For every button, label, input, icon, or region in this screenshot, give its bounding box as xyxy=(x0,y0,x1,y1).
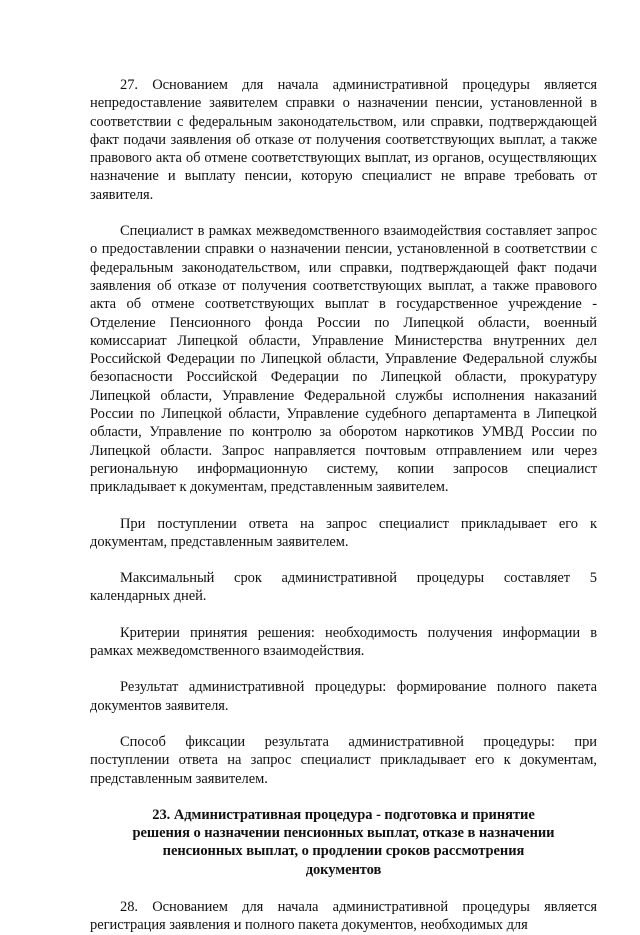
paragraph-fixation-method: Способ фиксации результата административной процедуры: при поступлении ответа на запрос специалист прикладывает его к документам, представленным заявителем. xyxy=(90,733,597,787)
paragraph-response-attach: При поступлении ответа на запрос специалист прикладывает его к документам, представленным заявителем. xyxy=(90,515,597,550)
paragraph-27: 27. Основанием для начала административной процедуры является непредоставление заявителем справки о назначении пенсии, установленной в соответствии с федеральным законодательством, или справки, подтверждающей факт подачи заявления об отказе от получения соответствующих выплат, а также правового акта об отмене соответствующих выплат, из органов, осуществляющих назначение и выплату пенсии, которую специалист не вправе требовать от заявителя. xyxy=(90,77,597,203)
section-heading-23: 23. Административная процедура - подготовка и принятие решения о назначении пенсионных выплат, отказе в назначении пенсионных выплат, о продлении сроков рассмотрения документов xyxy=(132,806,555,878)
paragraph-procedure-result: Результат административной процедуры: формирование полного пакета документов заявителя. xyxy=(90,679,597,714)
paragraph-max-term: Максимальный срок административной процедуры составляет 5 календарных дней. xyxy=(90,570,597,605)
document-page xyxy=(90,76,597,935)
paragraph-decision-criteria: Критерии принятия решения: необходимость получения информации в рамках межведомственного взаимодействия. xyxy=(90,624,597,660)
paragraph-specialist-request: Специалист в рамках межведомственного взаимодействия составляет запрос о предоставлении справки о назначении пенсии, установленной в соответствии с федеральным законодательством, или справки, подтверждающей факт подачи заявления об отказе от получения соответствующих выплат, а также правового акта об отмене соответствующих выплат в государственное учреждение - Отделение Пенсионного фонда России по Липецкой области, военный комиссариат Липецкой области, Управление Министерства внутренних дел Российской Федерации по Липецкой области, Управление Федеральной службы безопасности Российской Федерации по Липецкой области, прокуратуру Липецкой области, Управление Федеральной службы исполнения наказаний России по Липецкой области, Управление судебного департамента в Липецкой области, Управление по контролю за оборотом наркотиков УМВД России по Липецкой области. Запрос направляется почтовым отправлением или через региональную информационную систему, копии запросов специалист прикладывает к документам, представленным заявителем. xyxy=(90,223,597,496)
paragraph-28: 28. Основанием для начала административной процедуры является регистрация заявления и полного пакета документов, необходимых для xyxy=(90,898,597,934)
